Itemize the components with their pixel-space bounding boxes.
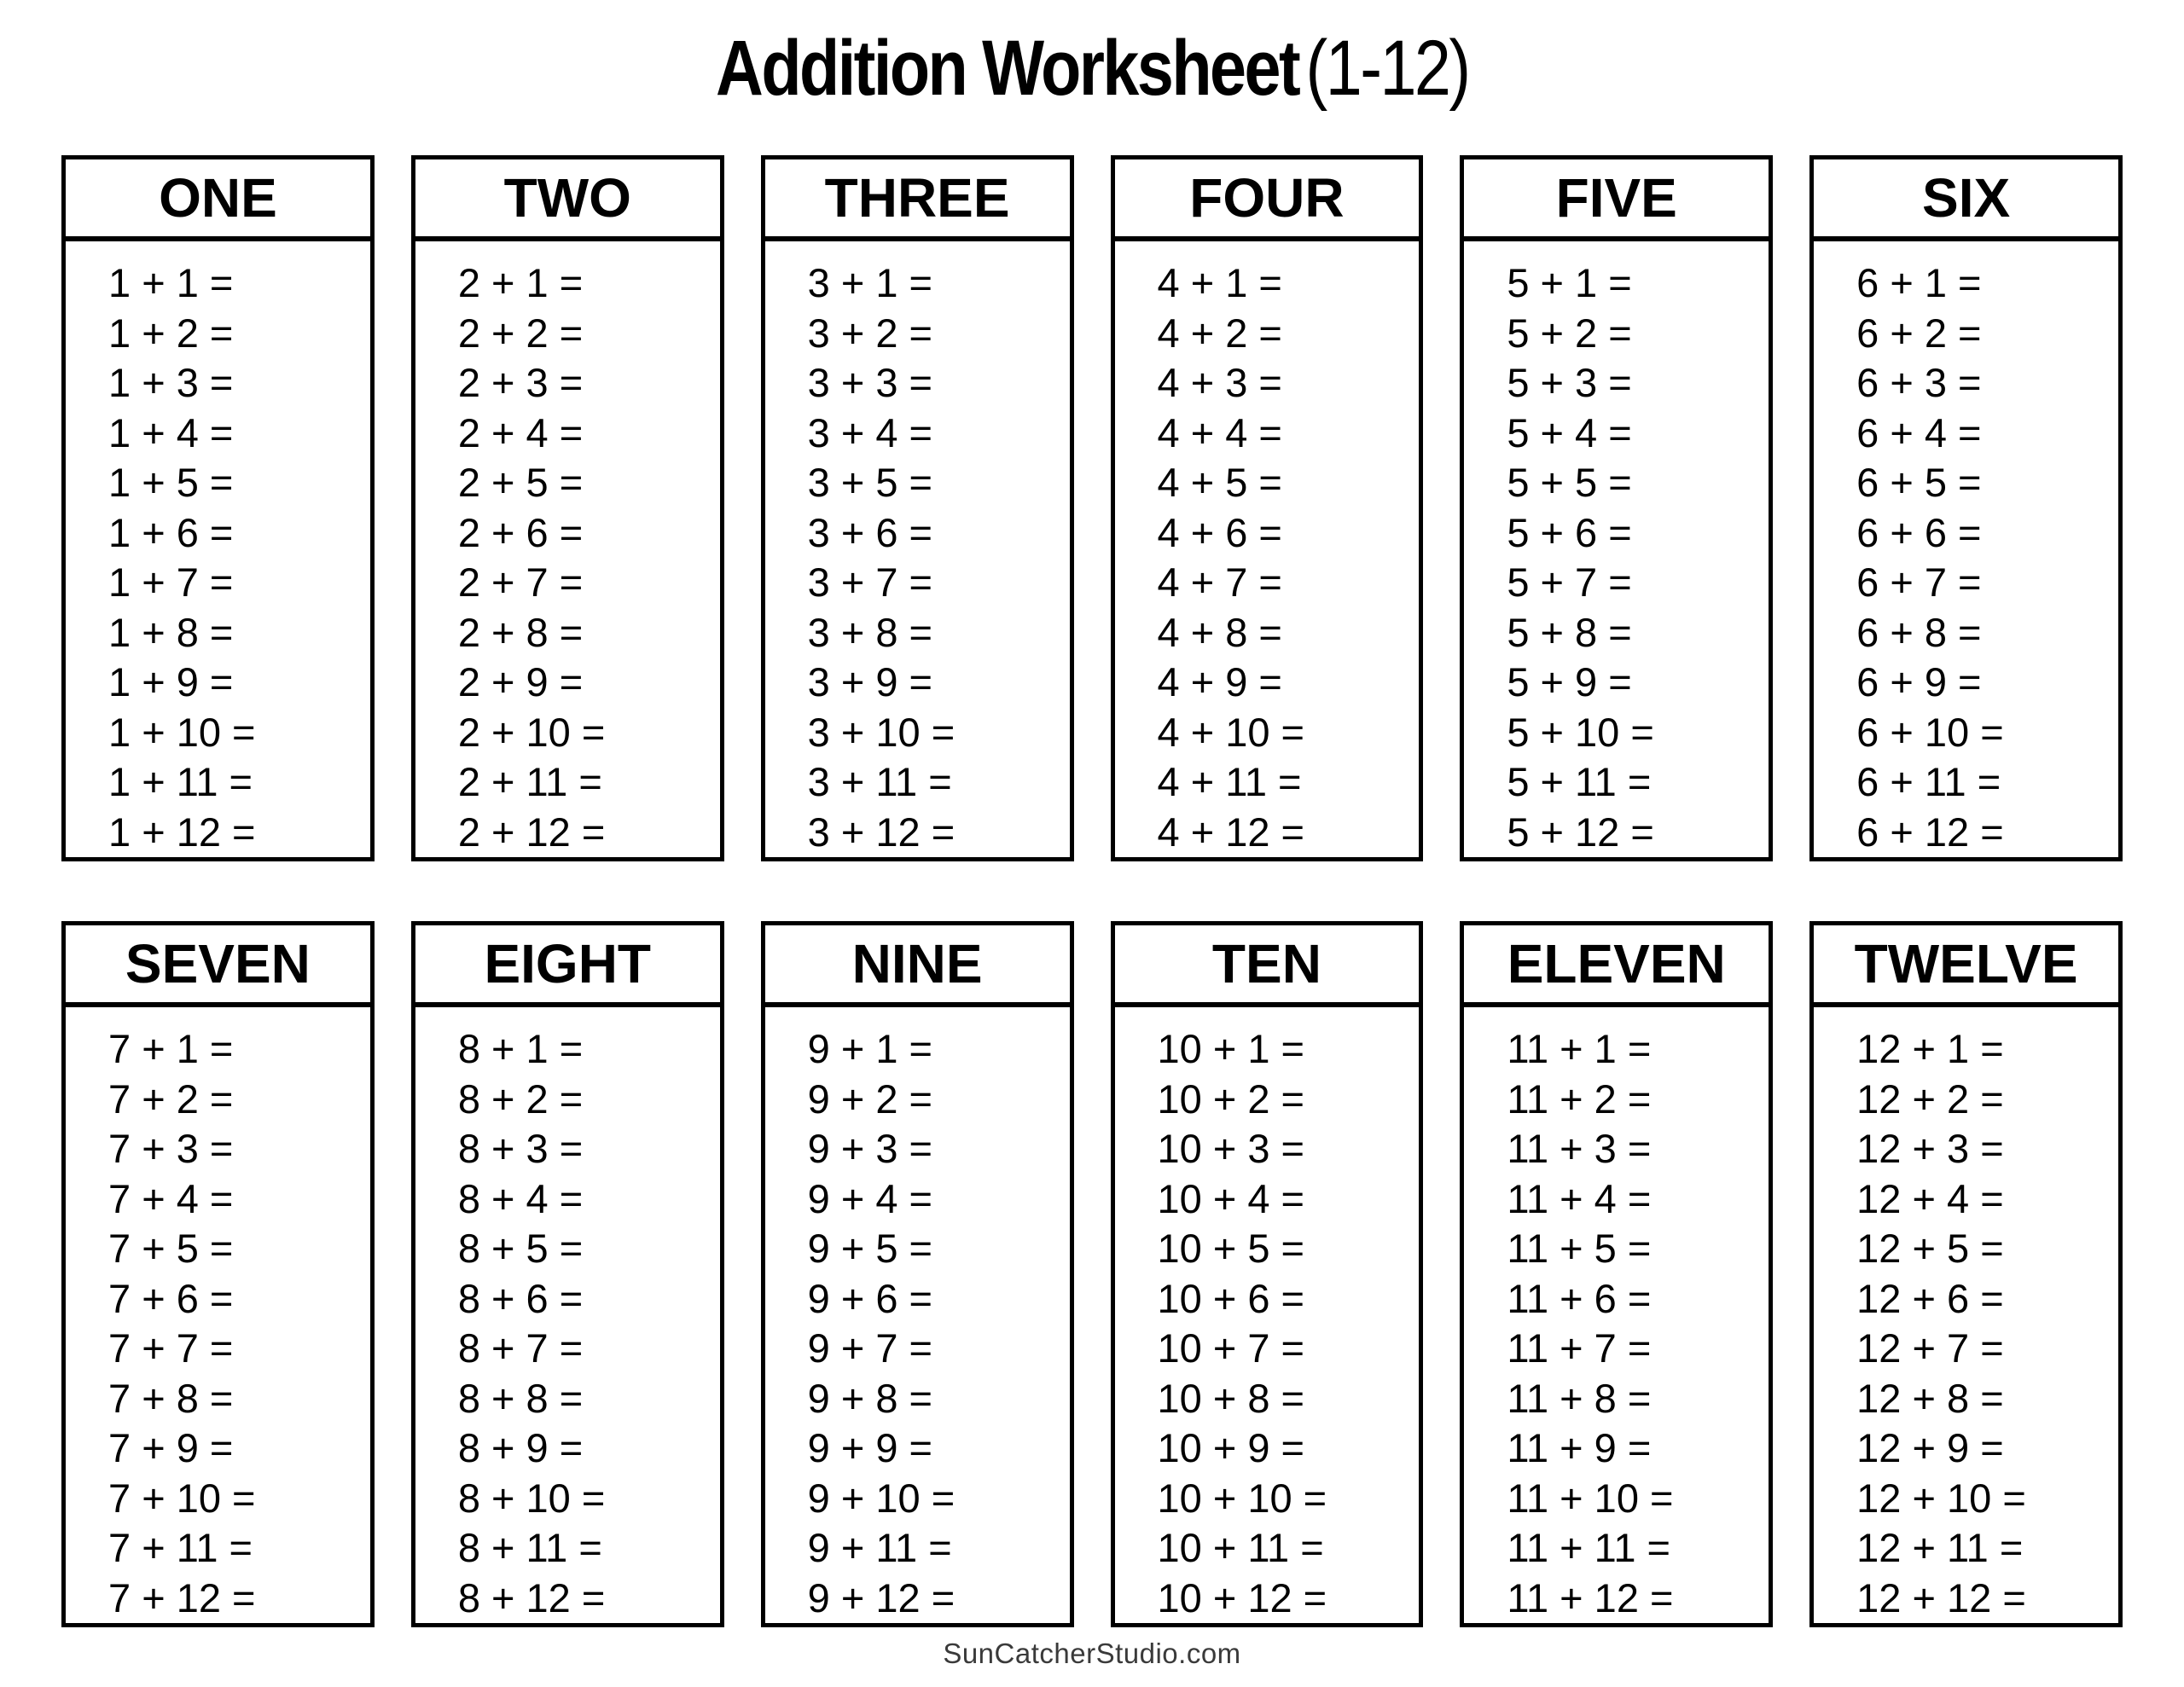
addition-panel [411,155,724,861]
addition-panel [61,155,375,861]
addition-problem: 3 + 1 = [807,260,933,305]
addition-panel [761,155,1074,861]
addition-panel [761,921,1074,1627]
addition-panel [1460,921,1773,1627]
addition-problem: 9 + 4 = [807,1175,933,1221]
panel-header: FOUR [1115,159,1420,241]
addition-problem: 6 + 3 = [1856,360,1982,405]
addition-problem: 12 + 3 = [1856,1126,2004,1171]
addition-problem: 1 + 12 = [108,809,256,855]
panel-header: FIVE [1464,159,1769,241]
addition-problem: 3 + 9 = [807,659,933,704]
addition-problem: 1 + 8 = [108,609,234,655]
addition-problem: 1 + 4 = [108,409,234,455]
addition-panel [1111,155,1424,861]
addition-problem: 7 + 10 = [108,1475,256,1521]
addition-problem: 8 + 2 = [457,1075,584,1122]
addition-problem: 1 + 1 = [108,260,234,305]
footer-credit: SunCatcherStudio.com [943,1638,1241,1669]
addition-problem: 6 + 5 = [1856,460,1982,505]
addition-problem: 9 + 2 = [807,1075,933,1122]
addition-problem: 11 + 6 = [1507,1275,1652,1321]
addition-problem: 8 + 4 = [457,1175,584,1221]
addition-problem: 8 + 9 = [457,1425,584,1470]
addition-problem: 3 + 5 = [807,460,933,505]
addition-panel [61,921,375,1627]
addition-problem: 5 + 6 = [1507,509,1632,555]
panel-body [1115,1007,1420,1623]
addition-problem: 8 + 10 = [457,1475,606,1521]
panel-body [415,1007,720,1623]
addition-problem: 10 + 4 = [1157,1175,1304,1221]
addition-problem: 5 + 4 = [1507,409,1632,455]
addition-problem: 5 + 1 = [1507,260,1632,305]
addition-problem: 8 + 12 = [457,1574,606,1620]
addition-problem: 11 + 11 = [1507,1525,1670,1570]
addition-problem: 10 + 1 = [1157,1026,1304,1071]
addition-problem: 4 + 3 = [1157,360,1282,405]
addition-problem: 12 + 4 = [1856,1175,2004,1221]
panel-body [415,241,720,857]
worksheet-footer [0,1638,2184,1670]
addition-problem: 4 + 7 = [1157,559,1282,605]
addition-problem: 6 + 10 = [1856,709,2004,755]
addition-problem: 4 + 6 = [1157,509,1282,555]
addition-problem: 3 + 4 = [807,409,933,455]
addition-problem: 10 + 12 = [1157,1574,1327,1620]
addition-problem: 3 + 8 = [807,609,933,655]
addition-problem: 6 + 12 = [1856,809,2004,855]
addition-problem: 6 + 6 = [1856,509,1982,555]
addition-problem: 11 + 4 = [1507,1175,1652,1221]
addition-problem: 1 + 2 = [108,310,234,356]
addition-panel [1111,921,1424,1627]
addition-problem: 3 + 2 = [807,310,933,356]
addition-problem: 10 + 8 = [1157,1375,1304,1421]
addition-problem: 2 + 7 = [457,559,584,605]
addition-problem: 11 + 12 = [1507,1574,1674,1620]
addition-problem: 2 + 3 = [457,360,584,405]
addition-problem: 10 + 7 = [1157,1325,1304,1371]
addition-problem: 11 + 5 = [1507,1226,1652,1271]
addition-problem: 2 + 9 = [457,659,584,704]
addition-problem: 10 + 5 = [1157,1226,1304,1271]
addition-problem: 10 + 3 = [1157,1126,1304,1171]
addition-problem: 9 + 10 = [807,1475,956,1521]
addition-problem: 1 + 11 = [108,759,253,804]
addition-problem: 12 + 10 = [1856,1475,2026,1521]
addition-problem: 8 + 7 = [457,1325,584,1371]
addition-problem: 2 + 11 = [457,759,602,804]
panel-body [1814,1007,2118,1623]
panel-header: TWO [415,159,720,241]
addition-panel [1809,155,2123,861]
addition-panel [1809,921,2123,1627]
panel-header: SEVEN [66,925,370,1007]
addition-problem: 4 + 9 = [1157,659,1282,704]
addition-problem: 7 + 2 = [108,1075,234,1122]
addition-problem: 5 + 12 = [1507,809,1654,855]
addition-problem: 7 + 9 = [108,1425,234,1470]
addition-problem: 2 + 1 = [457,260,584,305]
addition-problem: 9 + 8 = [807,1375,933,1421]
addition-problem: 12 + 9 = [1856,1425,2004,1470]
addition-problem: 7 + 7 = [108,1325,234,1371]
panel-header: TEN [1115,925,1420,1007]
addition-problem: 8 + 8 = [457,1375,584,1421]
addition-problem: 4 + 1 = [1157,260,1282,305]
addition-problem: 1 + 7 = [108,559,234,605]
panel-body [1464,1007,1769,1623]
addition-problem: 3 + 6 = [807,509,933,555]
addition-problem: 4 + 4 = [1157,409,1282,455]
addition-problem: 9 + 9 = [807,1425,933,1470]
addition-problem: 5 + 8 = [1507,609,1632,655]
addition-problem: 6 + 7 = [1856,559,1982,605]
addition-problem: 2 + 8 = [457,609,584,655]
addition-problem: 9 + 7 = [807,1325,933,1371]
addition-problem: 8 + 1 = [457,1026,584,1071]
addition-problem: 6 + 4 = [1856,409,1982,455]
addition-problem: 7 + 1 = [108,1026,234,1071]
addition-problem: 8 + 6 = [457,1275,584,1321]
panel-body [765,241,1070,857]
addition-problem: 5 + 11 = [1507,759,1652,804]
addition-problem: 3 + 7 = [807,559,933,605]
addition-problem: 6 + 9 = [1856,659,1982,704]
panel-body [1464,241,1769,857]
addition-problem: 4 + 8 = [1157,609,1282,655]
addition-problem: 8 + 5 = [457,1226,584,1271]
addition-problem: 4 + 10 = [1157,709,1304,755]
worksheet-header [0,0,2184,111]
panel-body [1115,241,1420,857]
addition-panel [411,921,724,1627]
addition-problem: 2 + 2 = [457,310,584,356]
addition-problem: 6 + 8 = [1856,609,1982,655]
panel-header: NINE [765,925,1070,1007]
addition-problem: 4 + 2 = [1157,310,1282,356]
addition-problem: 12 + 12 = [1856,1574,2026,1620]
panel-header: ONE [66,159,370,241]
addition-problem: 3 + 12 = [807,809,956,855]
panel-header: SIX [1814,159,2118,241]
addition-problem: 5 + 3 = [1507,360,1632,405]
addition-problem: 2 + 10 = [457,709,606,755]
addition-problem: 12 + 8 = [1856,1375,2004,1421]
addition-problem: 2 + 5 = [457,460,584,505]
addition-problem: 3 + 11 = [807,759,952,804]
addition-problem: 1 + 9 = [108,659,234,704]
addition-problem: 5 + 5 = [1507,460,1632,505]
addition-problem: 7 + 6 = [108,1275,234,1321]
addition-problem: 1 + 3 = [108,360,234,405]
addition-problem: 12 + 1 = [1856,1026,2004,1071]
panel-body [765,1007,1070,1623]
addition-problem: 12 + 2 = [1856,1075,2004,1122]
addition-problem: 11 + 1 = [1507,1026,1652,1071]
panel-header: ELEVEN [1464,925,1769,1007]
panel-body [66,241,370,857]
panel-body [1814,241,2118,857]
addition-problem: 9 + 1 = [807,1026,933,1071]
addition-problem: 11 + 3 = [1507,1126,1652,1171]
addition-problem: 7 + 11 = [108,1525,253,1570]
addition-problem: 11 + 2 = [1507,1075,1652,1122]
addition-problem: 10 + 6 = [1157,1275,1304,1321]
panel-body [66,1007,370,1623]
addition-problem: 1 + 6 = [108,509,234,555]
addition-problem: 2 + 4 = [457,409,584,455]
addition-problem: 1 + 10 = [108,709,256,755]
addition-problem: 7 + 5 = [108,1226,234,1271]
addition-problem: 12 + 11 = [1856,1525,2024,1570]
addition-problem: 12 + 5 = [1856,1226,2004,1271]
addition-problem: 6 + 11 = [1856,759,2001,804]
addition-problem: 7 + 4 = [108,1175,234,1221]
addition-problem: 5 + 7 = [1507,559,1632,605]
addition-problem: 11 + 10 = [1507,1475,1674,1521]
addition-problem: 9 + 6 = [807,1275,933,1321]
addition-problem: 9 + 11 = [807,1525,952,1570]
addition-problem: 6 + 2 = [1856,310,1982,356]
addition-problem: 11 + 9 = [1507,1425,1652,1470]
addition-problem: 8 + 3 = [457,1126,584,1171]
addition-problem: 10 + 9 = [1157,1425,1304,1470]
addition-problem: 10 + 11 = [1157,1525,1324,1570]
addition-problem: 9 + 3 = [807,1126,933,1171]
addition-problem: 8 + 11 = [457,1525,602,1570]
addition-problem: 3 + 10 = [807,709,956,755]
addition-problem: 11 + 8 = [1507,1375,1652,1421]
addition-problem: 9 + 5 = [807,1226,933,1271]
addition-problem: 12 + 6 = [1856,1275,2004,1321]
addition-problem: 11 + 7 = [1507,1325,1652,1371]
addition-problem: 5 + 9 = [1507,659,1632,704]
addition-problem: 3 + 3 = [807,360,933,405]
addition-problem: 4 + 11 = [1157,759,1302,804]
addition-problem: 1 + 5 = [108,460,234,505]
page-title-range: (1-12) [1305,25,1469,112]
addition-problem: 2 + 12 = [457,809,606,855]
worksheet-grid [0,155,2184,1627]
addition-problem: 10 + 10 = [1157,1475,1327,1521]
panel-header: TWELVE [1814,925,2118,1007]
addition-panel [1460,155,1773,861]
addition-problem: 12 + 7 = [1856,1325,2004,1371]
addition-problem: 2 + 6 = [457,509,584,555]
panel-header: EIGHT [415,925,720,1007]
addition-problem: 5 + 2 = [1507,310,1632,356]
addition-problem: 9 + 12 = [807,1574,956,1620]
addition-problem: 7 + 3 = [108,1126,234,1171]
addition-problem: 4 + 12 = [1157,809,1304,855]
panel-header: THREE [765,159,1070,241]
addition-problem: 4 + 5 = [1157,460,1282,505]
addition-problem: 6 + 1 = [1856,260,1982,305]
addition-problem: 7 + 8 = [108,1375,234,1421]
addition-problem: 5 + 10 = [1507,709,1654,755]
page-title-main: Addition Worksheet [715,25,1298,112]
addition-problem: 7 + 12 = [108,1574,256,1620]
addition-problem: 10 + 2 = [1157,1075,1304,1122]
page-title [715,25,1469,112]
